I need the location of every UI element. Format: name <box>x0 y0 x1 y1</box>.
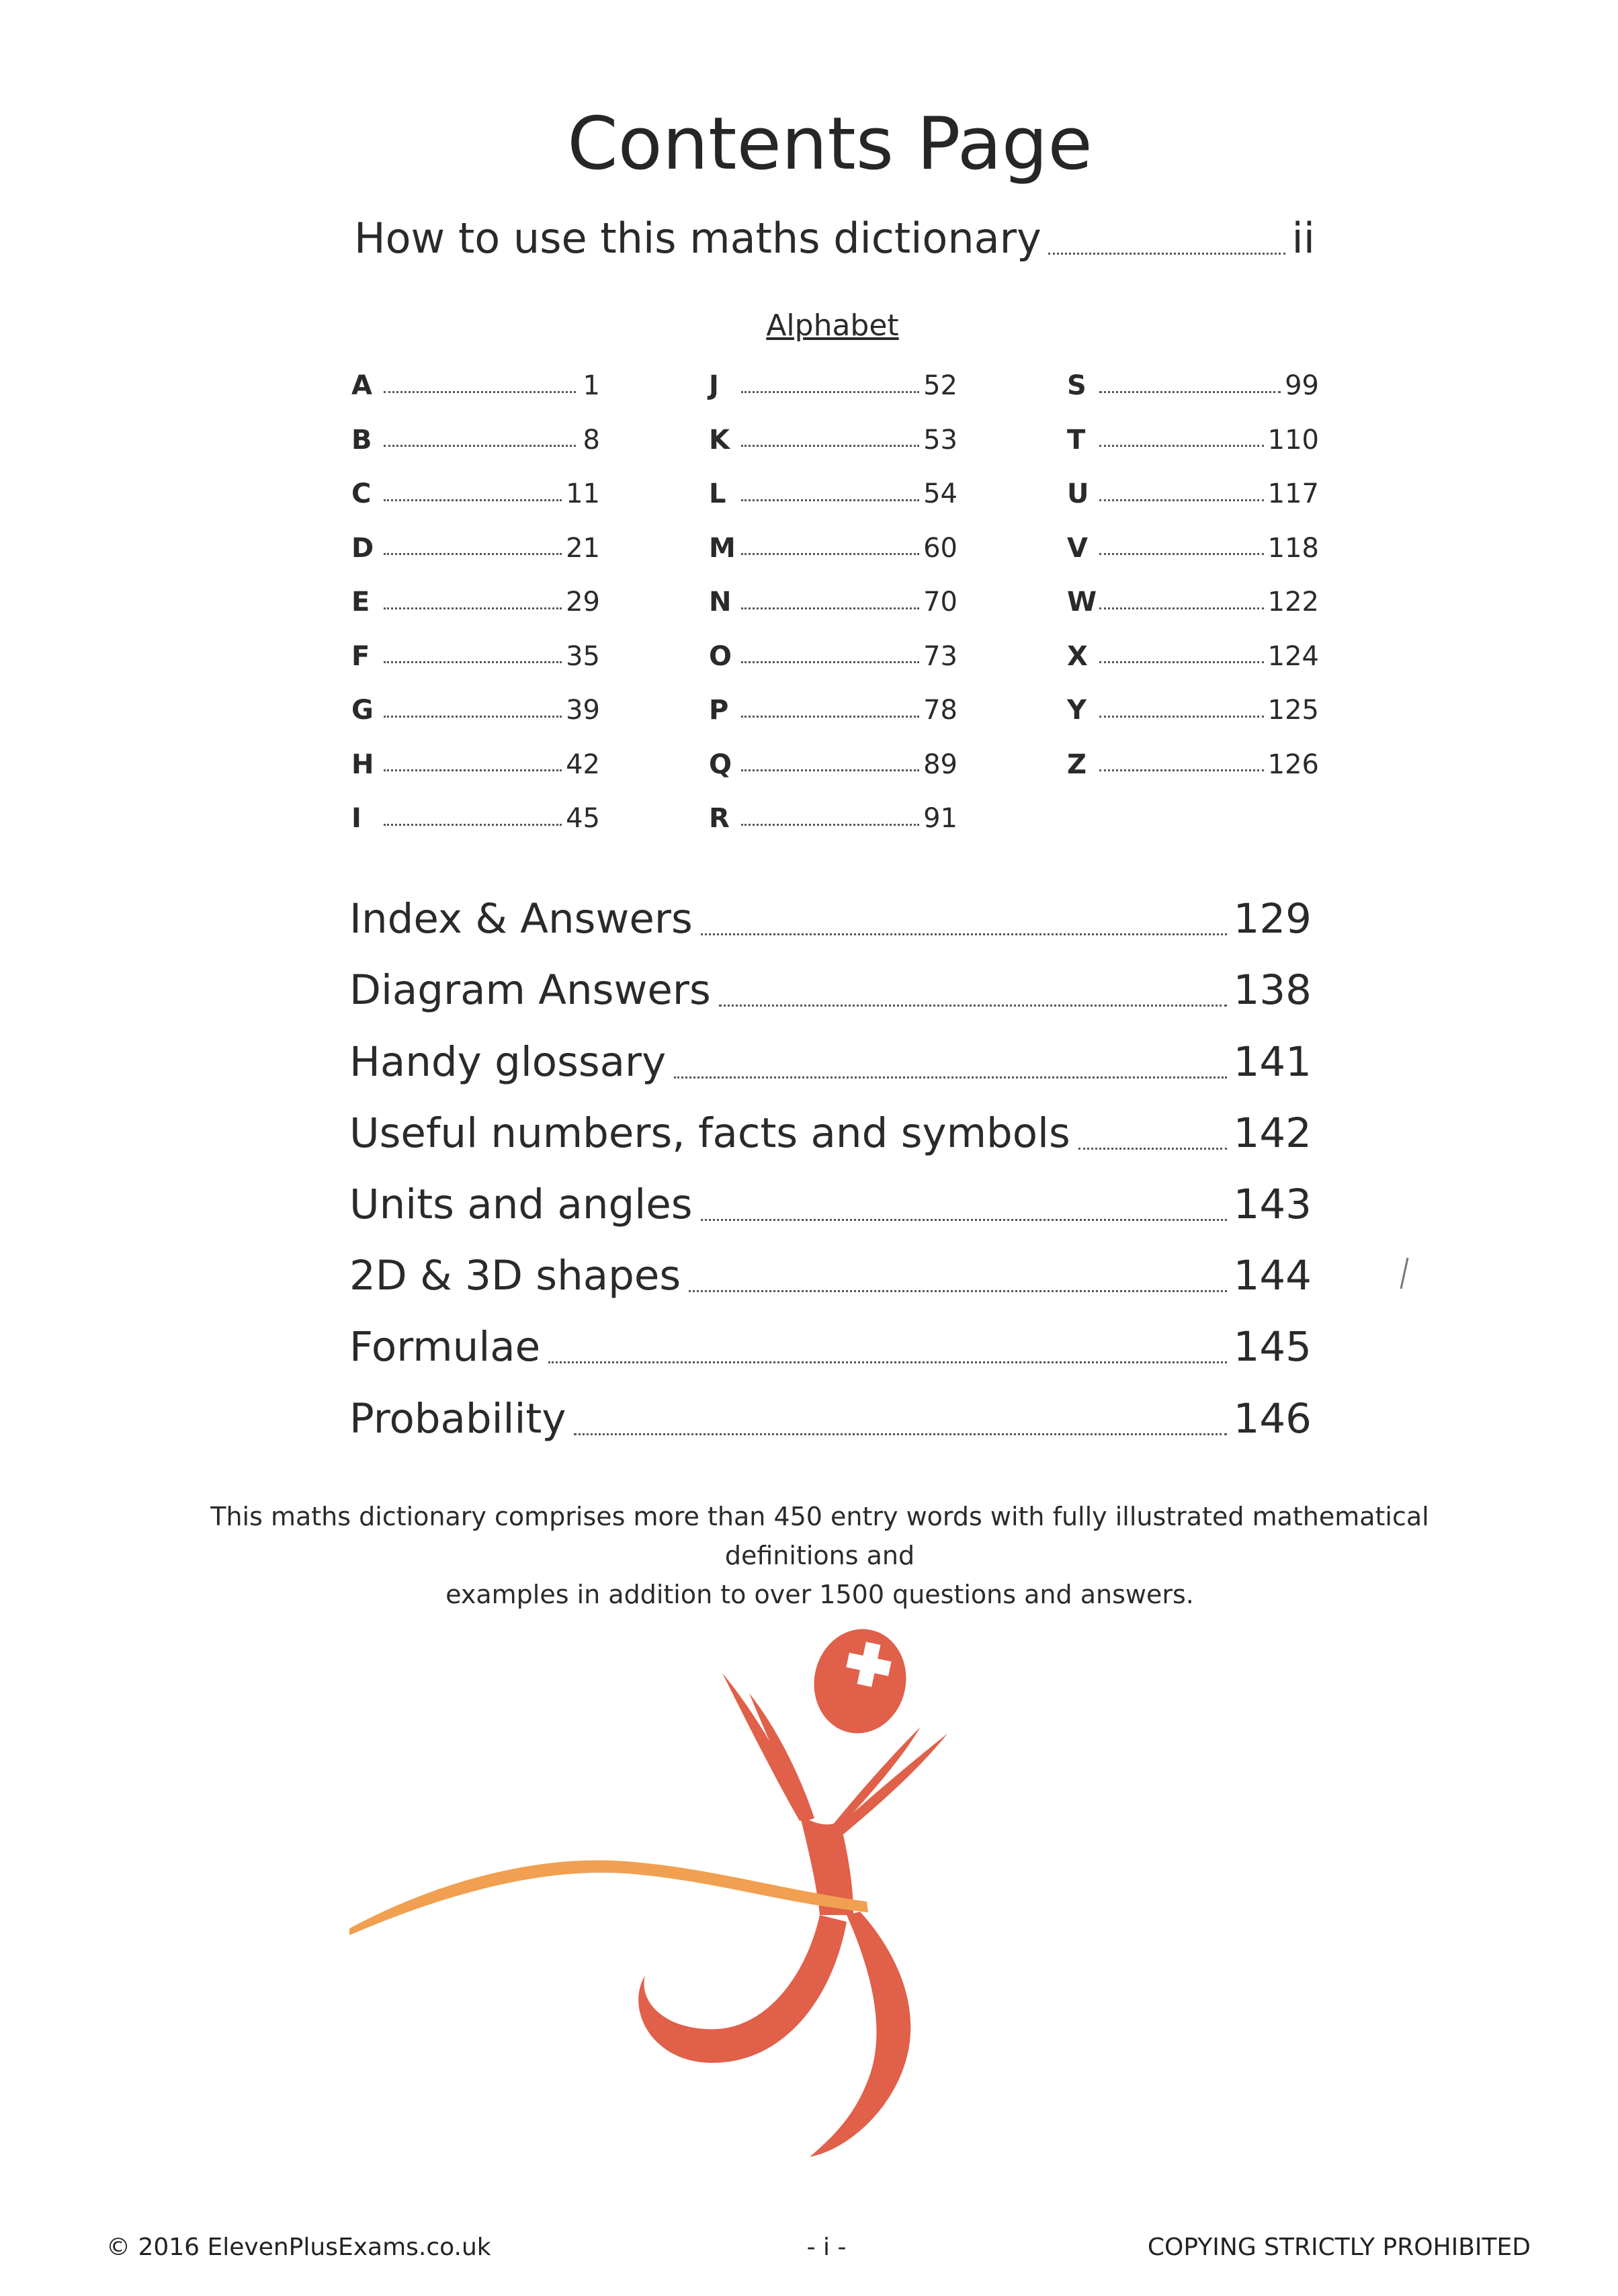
letter-page: 1 <box>583 370 600 402</box>
toc-entry-handy-glossary[interactable] <box>349 1017 1312 1089</box>
letter-entry-t[interactable] <box>1067 413 1319 468</box>
letter-page: 89 <box>923 749 957 780</box>
letter-entry-k[interactable] <box>709 413 957 468</box>
letter-page: 122 <box>1267 587 1319 618</box>
letter-page: 21 <box>566 532 600 564</box>
description-text <box>175 1497 1465 1614</box>
letter-entry-v[interactable] <box>1067 521 1319 576</box>
dot-leader <box>574 1433 1226 1435</box>
dot-leader <box>1078 1148 1227 1150</box>
toc-entry-shapes[interactable] <box>349 1232 1312 1303</box>
dot-leader <box>674 1076 1226 1078</box>
letter: G <box>351 695 374 726</box>
letter: R <box>709 803 730 835</box>
footer-copyright: © 2016 ElevenPlusExams.co.uk <box>106 2234 491 2261</box>
letter-entry-z[interactable] <box>1067 738 1319 792</box>
letter-page: 118 <box>1267 532 1319 564</box>
letter-entry-h[interactable] <box>351 738 600 792</box>
footer-notice: COPYING STRICTLY PROHIBITED <box>1147 2234 1531 2261</box>
dot-leader <box>1099 553 1264 555</box>
toc-entry-page: 142 <box>1233 1109 1312 1157</box>
toc-entry-page: ii <box>1291 214 1315 263</box>
toc-entry-formulae[interactable] <box>349 1303 1312 1374</box>
letter-entry-p[interactable] <box>709 683 957 738</box>
dot-leader <box>741 499 919 501</box>
toc-entry-label: Units and angles <box>349 1180 693 1228</box>
description-line-2: examples in addition to over 1500 questions and answers. <box>445 1580 1194 1609</box>
letter-page: 99 <box>1285 370 1319 402</box>
toc-entry-label: Diagram Answers <box>349 966 711 1015</box>
dot-leader <box>741 607 919 609</box>
toc-entry-page: 144 <box>1233 1252 1312 1300</box>
letter: K <box>709 424 730 456</box>
letter-page: 54 <box>923 478 957 510</box>
logo-ribbon <box>349 1860 868 1935</box>
dot-leader <box>384 445 576 447</box>
letter-entry-w[interactable] <box>1067 575 1319 630</box>
alphabet-heading: Alphabet <box>766 308 899 343</box>
letter: T <box>1067 424 1086 456</box>
letter: F <box>351 640 370 672</box>
section-list <box>349 875 1312 1446</box>
letter-page: 126 <box>1267 749 1319 780</box>
alphabet-column-2 <box>709 359 957 846</box>
dot-leader <box>1099 661 1264 663</box>
dot-leader <box>741 824 919 826</box>
toc-entry-label: Index & Answers <box>349 895 693 943</box>
letter-entry-a[interactable] <box>351 359 600 413</box>
dot-leader <box>1099 769 1264 771</box>
letter: O <box>709 640 732 672</box>
letter-page: 39 <box>566 695 600 726</box>
letter-entry-i[interactable] <box>351 792 600 846</box>
toc-entry-label: Handy glossary <box>349 1037 667 1086</box>
description-line-1: This maths dictionary comprises more than 450 entry words with fully illustrated mathematical definitions and <box>210 1502 1429 1570</box>
dot-leader <box>689 1290 1226 1292</box>
letter: P <box>709 695 729 726</box>
letter-entry-x[interactable] <box>1067 630 1319 684</box>
alphabet-column-3 <box>1067 359 1319 792</box>
letter-entry-q[interactable] <box>709 738 957 792</box>
dot-leader <box>384 499 562 501</box>
toc-entry-useful-numbers[interactable] <box>349 1089 1312 1160</box>
logo-arm-right-2 <box>833 1727 921 1829</box>
letter-entry-e[interactable] <box>351 575 600 630</box>
letter-entry-f[interactable] <box>351 630 600 684</box>
toc-entry-page: 129 <box>1233 895 1312 943</box>
letter-page: 29 <box>566 587 600 618</box>
letter: J <box>709 370 719 402</box>
alphabet-column-1 <box>351 359 600 846</box>
scan-mark <box>1398 1257 1411 1290</box>
toc-entry-page: 141 <box>1233 1037 1312 1086</box>
dot-leader <box>384 716 562 718</box>
letter-page: 110 <box>1267 424 1319 456</box>
letter-page: 78 <box>923 695 957 726</box>
letter: W <box>1067 587 1097 618</box>
letter: U <box>1067 478 1089 510</box>
logo-arm-right <box>837 1734 947 1834</box>
letter: Y <box>1067 695 1087 726</box>
letter: L <box>709 478 726 510</box>
letter-page: 91 <box>923 803 957 835</box>
toc-entry-label: Probability <box>349 1394 566 1443</box>
letter-entry-m[interactable] <box>709 521 957 576</box>
letter-page: 52 <box>923 370 957 402</box>
letter-page: 45 <box>566 803 600 835</box>
dot-leader <box>1099 499 1264 501</box>
letter-page: 117 <box>1267 478 1319 510</box>
letter: C <box>351 478 372 510</box>
runner-logo-icon <box>336 1599 1008 2170</box>
dot-leader <box>548 1361 1226 1363</box>
dot-leader <box>741 391 919 393</box>
letter: H <box>351 749 374 780</box>
letter: A <box>351 370 372 402</box>
letter-entry-b[interactable] <box>351 413 600 468</box>
letter-entry-u[interactable] <box>1067 467 1319 521</box>
dot-leader <box>741 661 919 663</box>
letter: M <box>709 532 736 564</box>
toc-entry-label: Useful numbers, facts and symbols <box>349 1109 1070 1157</box>
letter-entry-j[interactable] <box>709 359 957 413</box>
letter-entry-l[interactable] <box>709 467 957 521</box>
toc-entry-probability[interactable] <box>349 1374 1312 1445</box>
dot-leader <box>384 824 562 826</box>
dot-leader <box>384 553 562 555</box>
dot-leader <box>701 933 1227 935</box>
letter-entry-s[interactable] <box>1067 359 1319 413</box>
letter-page: 42 <box>566 749 600 780</box>
dot-leader <box>384 769 562 771</box>
toc-entry-page: 146 <box>1233 1394 1312 1443</box>
letter-entry-o[interactable] <box>709 630 957 684</box>
toc-entry-how-to-use[interactable] <box>354 205 1315 265</box>
letter: N <box>709 587 732 618</box>
toc-entry-label: Formulae <box>349 1323 541 1371</box>
toc-entry-label: How to use this maths dictionary <box>354 214 1041 263</box>
toc-entry-page: 145 <box>1233 1323 1312 1371</box>
letter-page: 124 <box>1267 640 1319 672</box>
toc-entry-diagram-answers[interactable] <box>349 946 1312 1017</box>
toc-entry-index-answers[interactable] <box>349 875 1312 946</box>
page-title: Contents Page <box>567 102 1093 186</box>
dot-leader <box>1099 607 1264 609</box>
dot-leader <box>1099 716 1264 718</box>
footer-page-number: - i - <box>806 2234 847 2261</box>
dot-leader <box>1099 445 1264 447</box>
letter: S <box>1067 370 1087 402</box>
dot-leader <box>384 661 562 663</box>
letter-page: 8 <box>583 424 600 456</box>
letter: I <box>351 803 361 835</box>
letter: V <box>1067 532 1088 564</box>
toc-entry-units-angles[interactable] <box>349 1160 1312 1232</box>
letter-entry-g[interactable] <box>351 683 600 738</box>
dot-leader <box>384 607 562 609</box>
letter: E <box>351 587 370 618</box>
letter: Q <box>709 749 732 780</box>
letter: D <box>351 532 374 564</box>
toc-entry-page: 138 <box>1233 966 1312 1015</box>
letter: B <box>351 424 372 456</box>
letter-page: 60 <box>923 532 957 564</box>
letter: Z <box>1067 749 1087 780</box>
letter-entry-y[interactable] <box>1067 683 1319 738</box>
letter-page: 73 <box>923 640 957 672</box>
letter-entry-n[interactable] <box>709 575 957 630</box>
toc-entry-label: 2D & 3D shapes <box>349 1252 681 1300</box>
dot-leader <box>384 391 576 393</box>
dot-leader <box>741 553 919 555</box>
letter-page: 35 <box>566 640 600 672</box>
letter-page: 125 <box>1267 695 1319 726</box>
dot-leader <box>701 1219 1227 1221</box>
dot-leader <box>1048 253 1285 255</box>
letter-page: 11 <box>566 478 600 510</box>
letter-entry-c[interactable] <box>351 467 600 521</box>
letter-entry-d[interactable] <box>351 521 600 576</box>
dot-leader <box>1099 391 1281 393</box>
logo-leg-left <box>638 1915 847 2063</box>
dot-leader <box>741 769 919 771</box>
letter: X <box>1067 640 1088 672</box>
letter-entry-r[interactable] <box>709 792 957 846</box>
letter-page: 53 <box>923 424 957 456</box>
logo-arm-left-2 <box>749 1693 814 1821</box>
toc-entry-page: 143 <box>1233 1180 1312 1228</box>
dot-leader <box>719 1005 1227 1007</box>
letter-page: 70 <box>923 587 957 618</box>
dot-leader <box>741 716 919 718</box>
dot-leader <box>741 445 919 447</box>
